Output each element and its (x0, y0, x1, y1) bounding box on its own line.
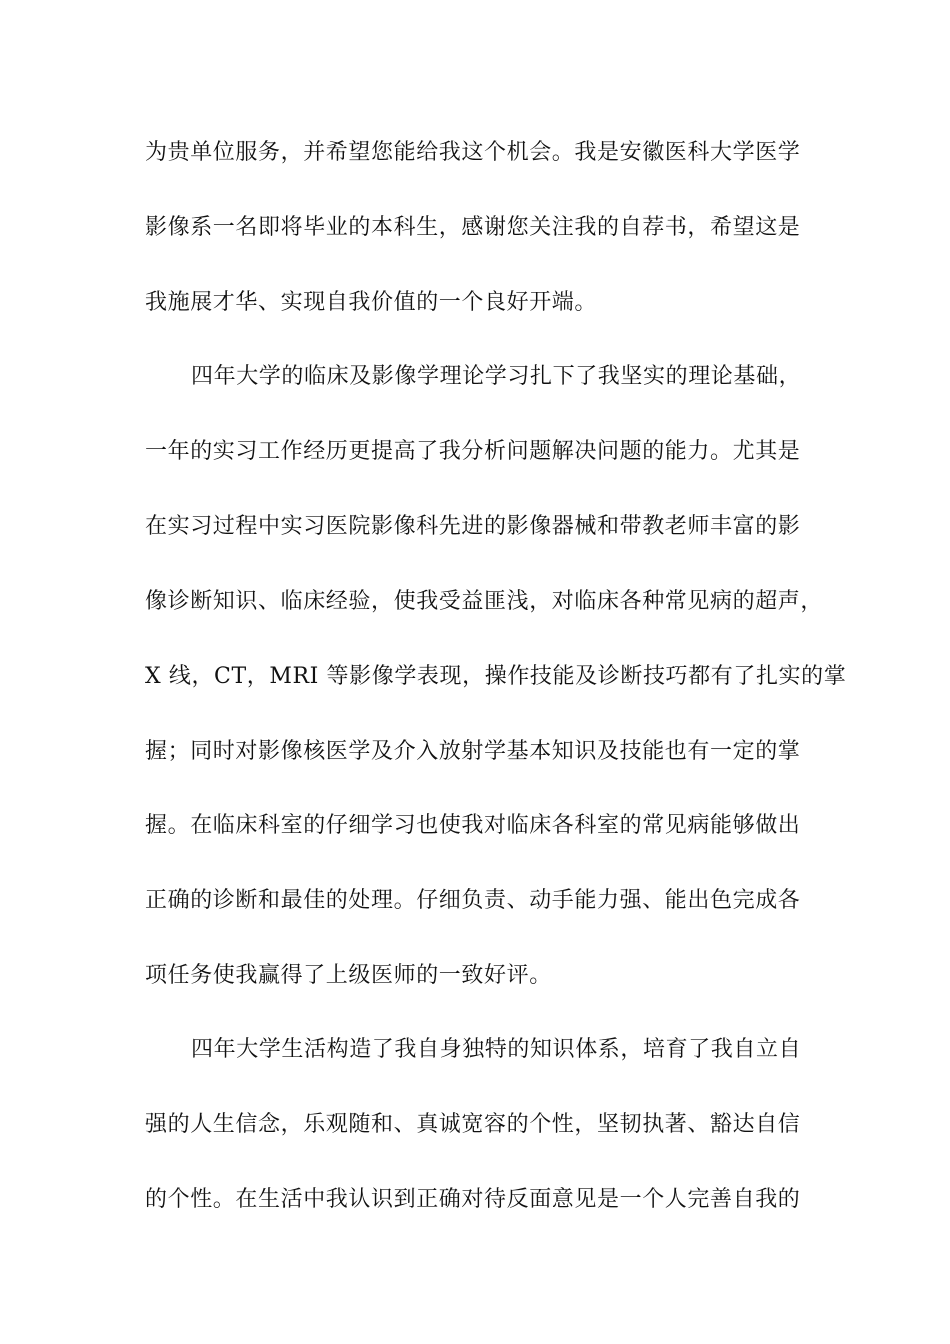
text-line: 强的人生信念，乐观随和、真诚宽容的个性，坚韧执著、豁达自信 (145, 1112, 801, 1137)
text-line: 一年的实习工作经历更提高了我分析问题解决问题的能力。尤其是 (145, 439, 801, 464)
text-line: 像诊断知识、临床经验，使我受益匪浅，对临床各种常见病的超声， (145, 589, 824, 614)
paragraph-first-line: 四年大学的临床及影像学理论学习扎下了我坚实的理论基础， (191, 364, 802, 389)
text-line: 为贵单位服务，并希望您能给我这个机会。我是安徽医科大学医学 (145, 140, 801, 165)
text-line: 在实习过程中实习医院影像科先进的影像器械和带教老师丰富的影 (145, 514, 801, 539)
text-line: 项任务使我赢得了上级医师的一致好评。 (145, 963, 552, 988)
text-line: 握。在临床科室的仔细学习也使我对临床各科室的常见病能够做出 (145, 813, 801, 838)
text-line: 的个性。在生活中我认识到正确对待反面意见是一个人完善自我的 (145, 1187, 801, 1212)
text-line: 正确的诊断和最佳的处理。仔细负责、动手能力强、能出色完成各 (145, 888, 801, 913)
text-line: 握；同时对影像核医学及介入放射学基本知识及技能也有一定的掌 (145, 739, 801, 764)
paragraph-first-line: 四年大学生活构造了我自身独特的知识体系，培育了我自立自 (191, 1037, 802, 1062)
text-line: 影像系一名即将毕业的本科生，感谢您关注我的自荐书，希望这是 (145, 215, 801, 240)
text-line: X 线，CT，MRI 等影像学表现，操作技能及诊断技巧都有了扎实的掌 (145, 664, 847, 689)
text-line: 我施展才华、实现自我价值的一个良好开端。 (145, 290, 598, 315)
